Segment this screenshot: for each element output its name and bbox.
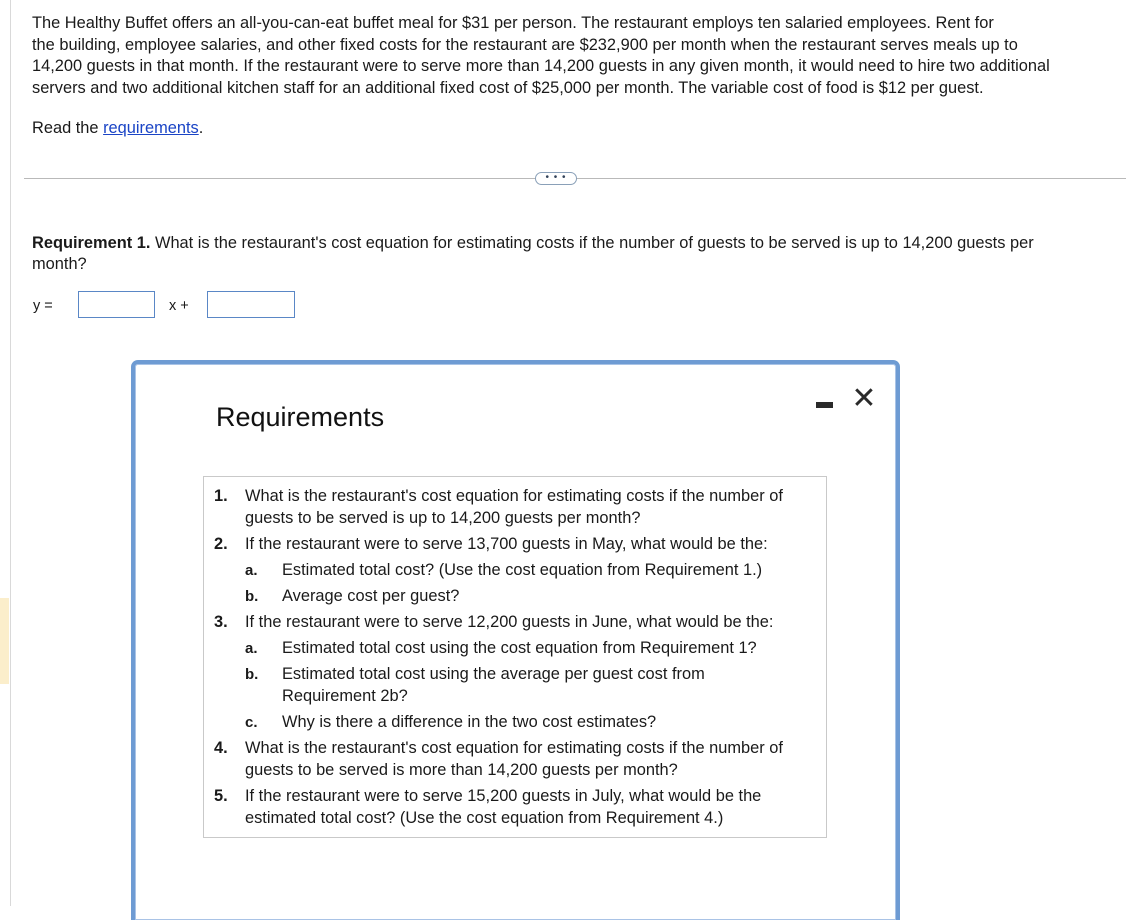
read-requirements bbox=[32, 118, 203, 139]
item-number: 1. bbox=[214, 487, 228, 505]
item-number: 3. bbox=[214, 613, 228, 631]
item-text: If the restaurant were to serve 15,200 guests in July, what would be the estimated total cost? (Use the cost equation from Requirement 4.) bbox=[245, 787, 762, 827]
item-text: If the restaurant were to serve 13,700 guests in May, what would be the: bbox=[245, 535, 768, 553]
sub-letter: a. bbox=[245, 640, 258, 657]
requirement-1-label: Requirement 1. bbox=[32, 234, 151, 252]
sub-letter: c. bbox=[245, 714, 258, 731]
sub-text: Why is there a difference in the two cost estimates? bbox=[282, 713, 657, 731]
sub-letter: b. bbox=[245, 588, 259, 605]
expand-button[interactable]: • • • bbox=[535, 172, 577, 185]
read-suffix: . bbox=[198, 119, 204, 137]
equation-x-label: x + bbox=[169, 298, 189, 314]
item-text: What is the restaurant's cost equation for estimating costs if the number of guests to be served is more than 14,200 guests per month? bbox=[245, 739, 783, 779]
requirements-list bbox=[203, 476, 827, 838]
sub-letter: b. bbox=[245, 666, 259, 683]
sub-text: Average cost per guest? bbox=[282, 587, 460, 605]
close-icon[interactable]: ✕ bbox=[851, 382, 877, 415]
item-number: 2. bbox=[214, 535, 228, 553]
requirements-link[interactable]: requirements bbox=[103, 119, 199, 137]
variable-cost-input[interactable] bbox=[78, 291, 155, 318]
equation-y-label: y = bbox=[33, 298, 53, 314]
item-number: 5. bbox=[214, 787, 228, 805]
requirement-1-text: What is the restaurant's cost equation for estimating costs if the number of guests to be served is up to 14,200 guests per month? bbox=[32, 234, 1034, 273]
item-number: 4. bbox=[214, 739, 228, 757]
sub-text: Estimated total cost? (Use the cost equation from Requirement 1.) bbox=[282, 561, 763, 579]
problem-line: 14,200 guests in that month. If the restaurant were to serve more than 14,200 guests in any given month, it would need to hire two additional bbox=[32, 57, 1050, 75]
problem-line: The Healthy Buffet offers an all-you-can-eat buffet meal for $31 per person. The restaurant employs ten salaried employees. Rent for bbox=[32, 14, 994, 32]
left-marker bbox=[0, 598, 9, 684]
problem-line: the building, employee salaries, and other fixed costs for the restaurant are $232,900 per month when the restaurant serves meals up to bbox=[32, 35, 1018, 54]
requirement-1-prompt bbox=[32, 233, 1092, 275]
item-text: If the restaurant were to serve 12,200 guests in June, what would be the: bbox=[245, 613, 774, 631]
left-rule bbox=[10, 0, 11, 906]
read-prefix: Read the bbox=[32, 119, 104, 137]
minimize-icon[interactable] bbox=[816, 402, 833, 408]
item-text: What is the restaurant's cost equation for estimating costs if the number of guests to be served is up to 14,200 guests per month? bbox=[245, 487, 783, 527]
problem-line: servers and two additional kitchen staff for an additional fixed cost of $25,000 per month. The variable cost of food is $12 per guest. bbox=[32, 78, 984, 97]
requirements-dialog bbox=[131, 360, 900, 920]
sub-text: Estimated total cost using the average per guest cost from Requirement 2b? bbox=[282, 665, 705, 705]
sub-letter: a. bbox=[245, 562, 258, 579]
fixed-cost-input[interactable] bbox=[207, 291, 295, 318]
dialog-title: Requirements bbox=[216, 402, 385, 432]
sub-text: Estimated total cost using the cost equation from Requirement 1? bbox=[282, 639, 757, 657]
problem-statement bbox=[32, 13, 1122, 99]
